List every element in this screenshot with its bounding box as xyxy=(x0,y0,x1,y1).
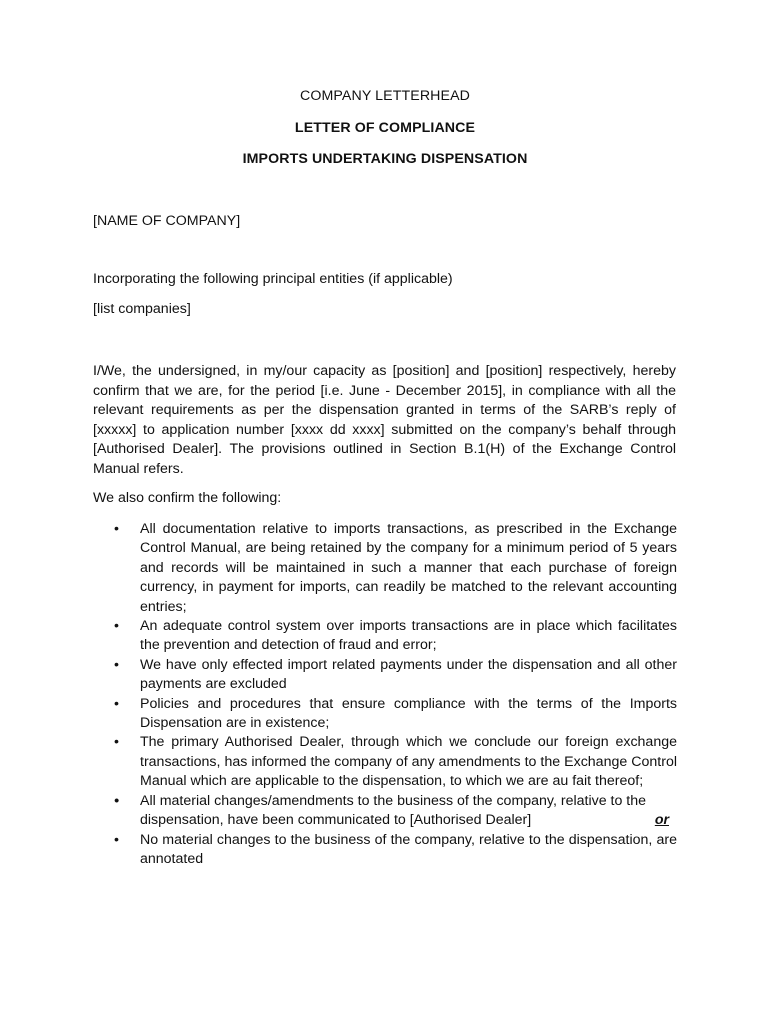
list-item xyxy=(93,695,677,734)
list-item xyxy=(93,733,677,791)
bullet-icon: • xyxy=(114,656,119,673)
list-item xyxy=(93,831,677,870)
list-item xyxy=(93,656,677,695)
bullet-icon: • xyxy=(114,831,119,848)
list-item-text: All documentation relative to imports transactions, as prescribed in the Exchange Control Manual, are being retained by the company for a minimum period of 5 years and records will be maintained in such a manner that each purchase of foreign currency, in payment for imports, can readily be matched to the relevant accounting entries; xyxy=(140,521,677,615)
list-item-text: Policies and procedures that ensure compliance with the terms of the Imports Dispensation are in existence; xyxy=(140,695,677,732)
letter-subtitle: IMPORTS UNDERTAKING DISPENSATION xyxy=(242,151,528,167)
letter-title: LETTER OF COMPLIANCE xyxy=(294,120,476,136)
list-item xyxy=(93,792,677,831)
list-companies-placeholder: [list companies] xyxy=(93,301,191,317)
list-item-text: All material changes/amendments to the business of the company, relative to the dispensation, have been communicated to [Authorised Dealer] xyxy=(140,792,647,829)
bullet-icon: • xyxy=(114,521,119,537)
list-item xyxy=(93,617,677,656)
bullet-icon: • xyxy=(114,695,119,712)
bullet-icon: • xyxy=(114,792,119,809)
confirm-intro: We also confirm the following: xyxy=(93,490,282,506)
list-item-text: We have only effected import related payments under the dispensation and all other payments are excluded xyxy=(140,656,677,693)
intro-paragraph: I/We, the undersigned, in my/our capacity as [position] and [position] respectively, hereby confirm that we are, for the period [i.e. June - December 2015], in compliance with all the relevant requirements as per the dispensation granted in terms of the SARB’s reply of [xxxxx] to application number [xxxx dd xxxx] submitted on the company’s behalf through [Authorised Dealer]. The provisions outlined in Section B.1(H) of the Exchange Control Manual refers. xyxy=(93,363,676,477)
list-item-text: An adequate control system over imports transactions are in place which facilitates the prevention and detection of fraud and error; xyxy=(140,618,677,654)
company-name-placeholder: [NAME OF COMPANY] xyxy=(93,213,241,229)
list-item xyxy=(93,520,677,617)
bullet-icon: • xyxy=(114,734,119,751)
company-letterhead: COMPANY LETTERHEAD xyxy=(300,88,470,104)
or-label: or xyxy=(654,812,669,829)
bullet-icon: • xyxy=(114,618,119,635)
list-item-text: No material changes to the business of the company, relative to the dispensation, are annotated xyxy=(140,831,677,867)
incorporating-entities-text: Incorporating the following principal entities (if applicable) xyxy=(93,271,453,287)
list-item-text: The primary Authorised Dealer, through which we conclude our foreign exchange transactions, has informed the company of any amendments to the Exchange Control Manual which are applicable to the dispensation, to which we are au fait thereof; xyxy=(140,734,677,790)
confirmation-list xyxy=(93,520,677,869)
